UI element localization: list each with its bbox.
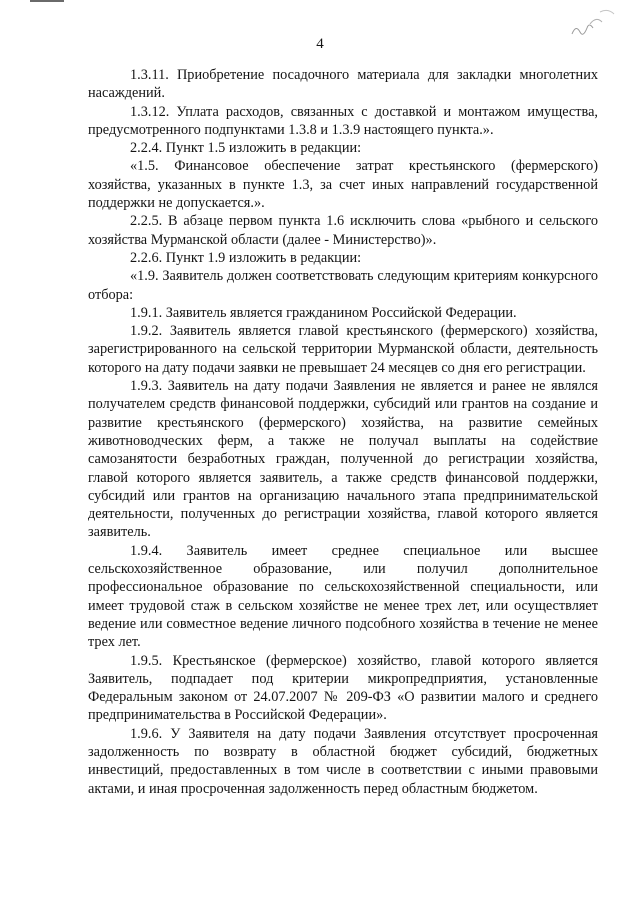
paragraph-1-9-5: 1.9.5. Крестьянское (фермерское) хозяйство, главой которого является Заявитель, подпадает под критерии микропредприятия, установленные Федеральным законом от 24.07.2007 № 209-ФЗ «О развитии малого и среднего предпринимательства в Российской Федерации». xyxy=(88,652,598,724)
paragraph-1-3-12: 1.3.12. Уплата расходов, связанных с доставкой и монтажом имущества, предусмотренного подпунктами 1.3.8 и 1.3.9 настоящего пункта.». xyxy=(88,103,598,138)
paragraph-1-9-3: 1.9.3. Заявитель на дату подачи Заявления не является и ранее не являлся получателем средств финансовой поддержки, субсидий или грантов на создание и развитие крестьянского (фермерского) хозяйства, на развитие семейных животноводческих ферм, а также не получал выплаты на содействие самозанятости безработных граждан, полученной до регистрации хозяйства, главой которого является заявитель, а также средств финансовой поддержки, субсидий или грантов на организацию начального этапа предпринимательской деятельности, полученных до регистрации хозяйства, главой которого является заявитель. xyxy=(88,378,598,541)
document-body xyxy=(88,66,598,798)
paragraph-1-9: «1.9. Заявитель должен соответствовать следующим критериям конкурсного отбора: xyxy=(88,268,598,303)
paragraph-2-2-6: 2.2.6. Пункт 1.9 изложить в редакции: xyxy=(130,249,362,266)
paragraph-1-9-6: 1.9.6. У Заявителя на дату подачи Заявления отсутствует просроченная задолженность по возврату в областной бюджет субсидий, бюджетных инвестиций, предоставленных в том числе в соответствии с иными правовыми актами, и иная просроченная задолженность перед областным бюджетом. xyxy=(88,725,598,797)
paragraph-1-9-4: 1.9.4. Заявитель имеет среднее специальное или высшее сельскохозяйственное образование, или получил дополнительное профессиональное образование по сельскохозяйственной специальности, или имеет трудовой стаж в сельском хозяйстве не менее трех лет, или осуществляет ведение или совместное ведение личного подсобного хозяйства в течение не менее трех лет. xyxy=(88,542,598,651)
page-number: 4 xyxy=(316,36,324,52)
paragraph-2-2-4: 2.2.4. Пункт 1.5 изложить в редакции: xyxy=(130,140,362,157)
paragraph-1-5: «1.5. Финансовое обеспечение затрат крестьянского (фермерского) хозяйства, указанных в пункте 1.3, за счет иных направлений государственной поддержки не допускается.». xyxy=(88,158,598,212)
paragraph-1-9-1: 1.9.1. Заявитель является гражданином Российской Федерации. xyxy=(130,304,517,321)
paragraph-1-9-2: 1.9.2. Заявитель является главой крестьянского (фермерского) хозяйства, зарегистрированного на сельской территории Мурманской области, деятельность которого на дату подачи заявки не превышает 24 месяцев со дня его регистрации. xyxy=(88,323,598,376)
paragraph-1-3-11: 1.3.11. Приобретение посадочного материала для закладки многолетних насаждений. xyxy=(88,67,598,102)
scan-corner-mark xyxy=(30,0,64,2)
paragraph-2-2-5: 2.2.5. В абзаце первом пункта 1.6 исключить слова «рыбного и сельского хозяйства Мурманской области (далее - Министерство)». xyxy=(88,213,598,248)
